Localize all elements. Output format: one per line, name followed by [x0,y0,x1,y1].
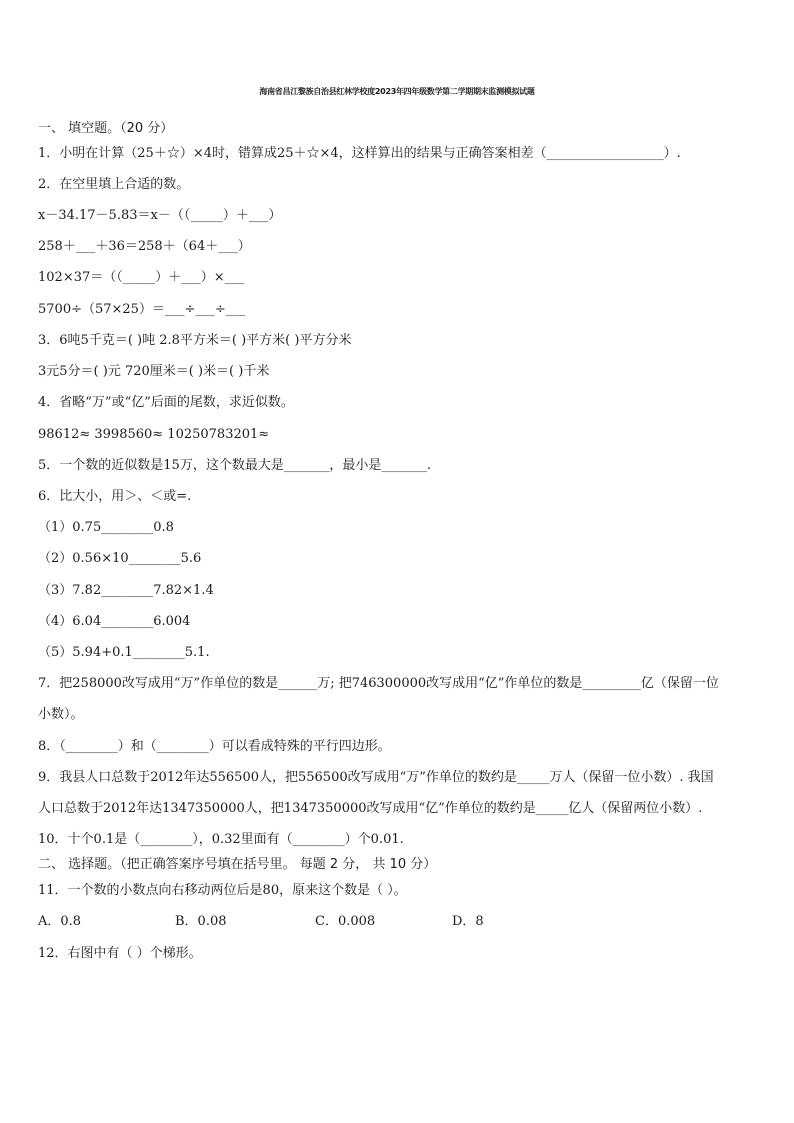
question-12: 12．右图中有（ ）个梯形。 [38,946,202,961]
question-2-c: 102×37＝（（_____）＋___）×___ [38,270,245,285]
question-10: 10．十个0.1是（________），0.32里面有（________）个0.01. [38,832,404,847]
question-2-b: 258＋___＋36＝258＋（64＋___） [38,239,251,254]
question-2-d: 5700÷（57×25）＝___÷___÷___ [38,302,246,317]
question-2: 2．在空里填上合适的数。 [38,177,190,192]
question-3-b: 3元5分＝( )元 720厘米＝( )米＝( )千米 [38,364,270,379]
question-5: 5．一个数的近似数是15万，这个数最大是_______，最小是_______. [38,458,431,473]
option-d: D．8 [452,914,484,929]
question-9-a: 9．我县人口总数于2012年达556500人，把556500改写成用“万”作单位的数约是_____万人（保留一位小数）. 我国 [38,770,714,785]
question-9-b: 人口总数于2012年达1347350000人，把1347350000改写成用“亿”作单位的数约是_____亿人（保留两位小数）. [38,801,703,816]
question-4: 4．省略“万”或“亿”后面的尾数，求近似数。 [38,395,294,410]
page-title: 海南省昌江黎族自治县红林学校度2023年四年级数学第二学期期末监测模拟试题 [259,87,535,96]
question-6-2: （2）0.56×10________5.6 [38,551,202,566]
question-6-3: （3）7.82________7.82×1.4 [38,583,214,598]
question-7-b: 小数）。 [38,707,84,722]
question-6-5: （5）5.94+0.1________5.1. [38,645,210,660]
section1-header: 一、 填空题。（20 分） [38,121,174,136]
question-8: 8．（________）和（________）可以看成特殊的平行四边形。 [38,739,391,754]
question-7-a: 7．把258000改写成用“万”作单位的数是______万; 把746300000改写成用“亿”作单位的数是_________亿（保留一位 [38,676,719,691]
section2-header: 二、 选择题。（把正确答案序号填在括号里。 每题 2 分， 共 10 分） [38,857,437,872]
question-4-items: 98612≈ 3998560≈ 10250783201≈ [38,427,270,442]
question-11: 11．一个数的小数点向右移动两位后是80，原来这个数是（ ）。 [38,883,407,898]
option-c: C．0.008 [315,914,376,929]
question-6-1: （1）0.75________0.8 [38,520,174,535]
option-a: A．0.8 [38,914,82,929]
question-3-a: 3．6吨5千克＝( )吨 2.8平方米＝( )平方米( )平方分米 [38,333,352,348]
question-6-4: （4）6.04________6.004 [38,614,191,629]
option-b: B．0.08 [175,914,227,929]
question-1: 1．小明在计算（25＋☆）×4时，错算成25＋☆×4，这样算出的结果与正确答案相差（__________________）. [38,146,681,161]
question-2-a: x－34.17－5.83＝x－（（_____）＋___） [38,208,282,223]
question-6: 6．比大小，用＞、＜或=. [38,489,192,504]
